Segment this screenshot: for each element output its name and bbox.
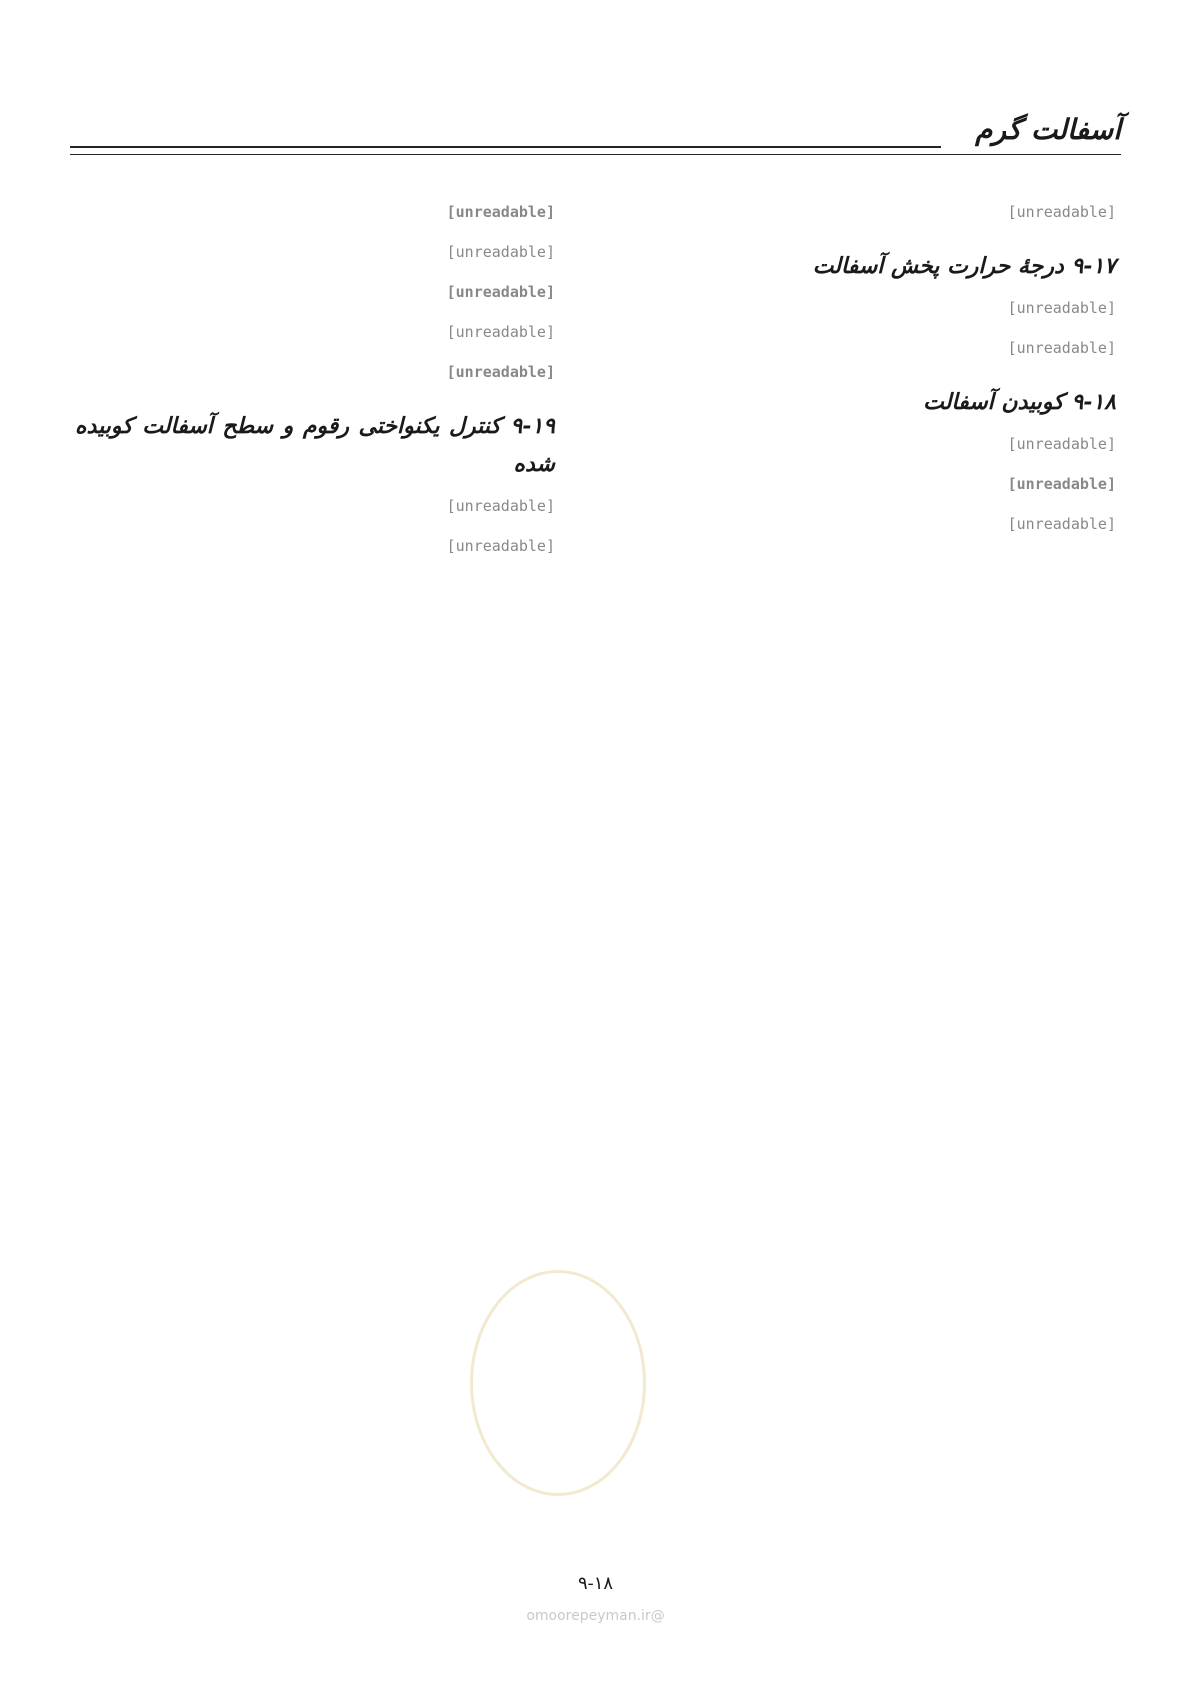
paragraph: [unreadable] <box>446 363 555 381</box>
paragraph: [unreadable] <box>1007 339 1116 357</box>
paragraph: [unreadable] <box>1007 299 1116 317</box>
page-header <box>70 110 1121 150</box>
paragraph: [unreadable] <box>1007 475 1116 493</box>
section-heading: ۹-۱۸ کوبیدن آسفالت <box>923 389 1116 415</box>
section-heading: ۹-۱۹ کنترل یکنواختی رقوم و سطح آسفالت کوبیده شده <box>75 413 555 477</box>
header-rule <box>70 146 941 148</box>
publisher-seal <box>470 1270 646 1496</box>
paragraph: [unreadable] <box>1007 435 1116 453</box>
paragraph: [unreadable] <box>446 283 555 301</box>
page-number: ۹-۱۸ <box>577 1573 614 1594</box>
right-column <box>636 195 1116 1554</box>
watermark-url: @omoorepeyman.ir <box>526 1608 665 1624</box>
section-heading: ۹-۱۷ درجهٔ حرارت پخش آسفالت <box>812 253 1116 279</box>
running-title: آسفالت گرم <box>975 113 1121 146</box>
paragraph: [unreadable] <box>1007 515 1116 533</box>
paragraph: [unreadable] <box>446 323 555 341</box>
paragraph: [unreadable] <box>446 497 555 515</box>
paragraph: [unreadable] <box>1007 203 1116 221</box>
paragraph: [unreadable] <box>446 203 555 221</box>
header-rule-thin <box>70 154 1121 155</box>
paragraph: [unreadable] <box>446 537 555 555</box>
paragraph: [unreadable] <box>446 243 555 261</box>
